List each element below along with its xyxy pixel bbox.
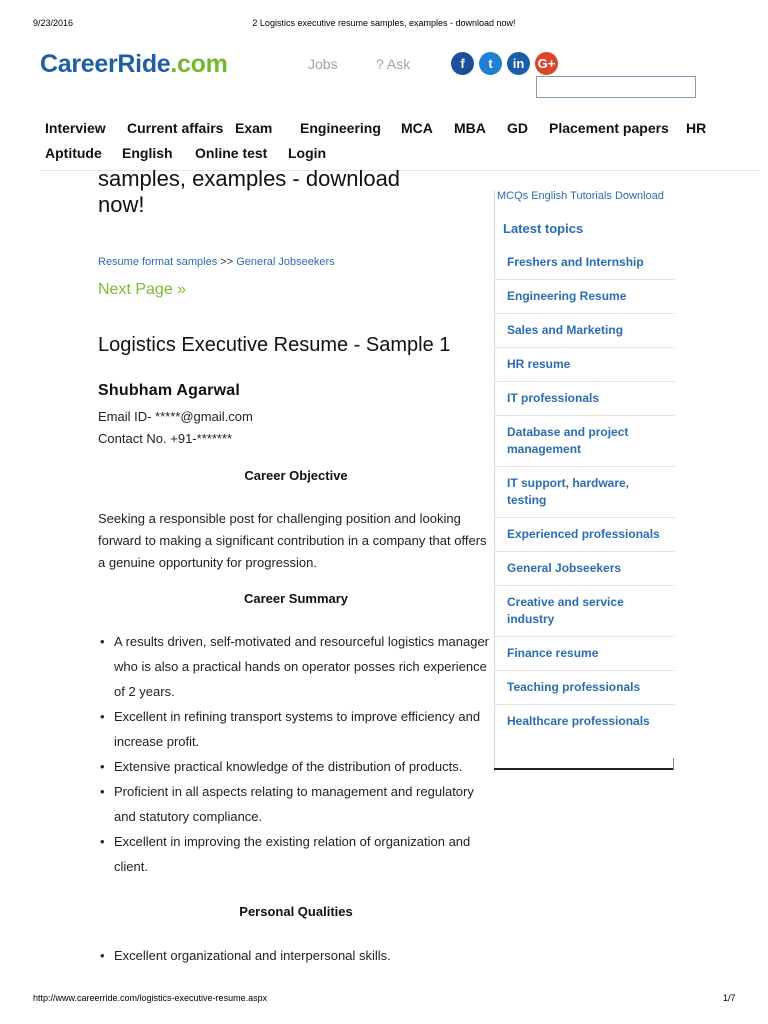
- latest-topics-list: [494, 246, 675, 738]
- candidate-email: Email ID- *****@gmail.com: [98, 409, 253, 424]
- print-date: 9/23/2016: [33, 18, 74, 28]
- linkedin-icon[interactable]: in: [507, 52, 530, 75]
- logo-text-main: CareerRide: [40, 50, 171, 78]
- personal-qualities-list: [98, 943, 490, 968]
- sidebar-item-experienced[interactable]: Experienced professionals: [494, 518, 675, 552]
- google-plus-icon[interactable]: G+: [535, 52, 558, 75]
- menu-interview[interactable]: Interview: [45, 120, 106, 136]
- sidebar-tabs[interactable]: MCQs English Tutorials Download: [497, 190, 664, 202]
- career-objective-title: Career Objective: [244, 468, 348, 483]
- sidebar-item-sales-marketing[interactable]: Sales and Marketing: [494, 314, 675, 348]
- menu-mba[interactable]: MBA: [454, 120, 486, 136]
- jobs-link[interactable]: Jobs: [308, 56, 338, 72]
- sidebar-bottom-rule: [494, 768, 674, 770]
- print-title: 2 Logistics executive resume samples, examples - download now!: [252, 18, 516, 28]
- print-page-number: 1/7: [723, 993, 736, 1003]
- list-item: • Proficient in all aspects relating to management and regulatory and statutory compliance.: [100, 784, 474, 824]
- twitter-icon[interactable]: t: [479, 52, 502, 75]
- career-objective-text: Seeking a responsible post for challenging position and looking forward to making a significant contribution in a company that offers a genuine opportunity for progression.: [98, 511, 487, 570]
- article-title: [98, 166, 400, 218]
- menu-online-test[interactable]: Online test: [195, 145, 268, 161]
- candidate-name: Shubham Agarwal: [98, 382, 240, 399]
- article-title-line1: samples, examples - download: [98, 166, 401, 191]
- article-title-line2: now!: [98, 192, 145, 217]
- menu-mca[interactable]: MCA: [401, 120, 433, 136]
- sidebar-item-hr-resume[interactable]: HR resume: [494, 348, 675, 382]
- breadcrumb-resume-format-samples[interactable]: Resume format samples: [98, 256, 218, 268]
- menu-exam[interactable]: Exam: [235, 120, 273, 136]
- facebook-icon[interactable]: f: [451, 52, 474, 75]
- list-item: • A results driven, self-motivated and resourceful logistics manager who is also a practical hands on operator posses rich experience of 2 years.: [100, 634, 490, 699]
- candidate-contact: Contact No. +91-*******: [98, 431, 233, 446]
- list-item: • Extensive practical knowledge of the distribution of products.: [100, 759, 463, 774]
- sidebar-item-general-jobseekers[interactable]: General Jobseekers: [494, 552, 675, 586]
- career-summary-title: Career Summary: [243, 591, 349, 606]
- list-item: • Excellent organizational and interpersonal skills.: [100, 948, 391, 963]
- sidebar-item-it-professionals[interactable]: IT professionals: [494, 382, 675, 416]
- breadcrumb-general-jobseekers[interactable]: General Jobseekers: [236, 256, 335, 268]
- sidebar-item-teaching[interactable]: Teaching professionals: [494, 671, 675, 705]
- site-logo[interactable]: [40, 50, 228, 79]
- search-input[interactable]: [536, 76, 696, 98]
- sidebar-right-tick: [673, 758, 674, 770]
- menu-gd[interactable]: GD: [507, 120, 528, 136]
- resume-heading: Logistics Executive Resume - Sample 1: [98, 334, 451, 356]
- menu-placement-papers[interactable]: Placement papers: [549, 120, 669, 136]
- sidebar-item-freshers[interactable]: Freshers and Internship: [494, 246, 675, 280]
- career-summary-list: [98, 629, 490, 879]
- menu-aptitude[interactable]: Aptitude: [45, 145, 102, 161]
- menu-hr[interactable]: HR: [686, 120, 707, 136]
- sidebar-item-engineering-resume[interactable]: Engineering Resume: [494, 280, 675, 314]
- print-url: http://www.careerride.com/logistics-executive-resume.aspx: [33, 993, 268, 1003]
- latest-topics-title: Latest topics: [503, 221, 584, 236]
- breadcrumb-separator: >>: [220, 256, 234, 268]
- next-page-link[interactable]: Next Page »: [98, 281, 187, 298]
- menu-current-affairs[interactable]: Current affairs: [127, 120, 224, 136]
- menu-english[interactable]: English: [122, 145, 173, 161]
- sidebar-item-creative-service[interactable]: Creative and service industry: [494, 586, 675, 637]
- sidebar-item-healthcare[interactable]: Healthcare professionals: [507, 714, 650, 728]
- logo-text-domain: .com: [170, 50, 228, 78]
- menu-login[interactable]: Login: [288, 145, 327, 161]
- list-item: • Excellent in improving the existing relation of organization and client.: [100, 834, 471, 874]
- ask-link[interactable]: ? Ask: [376, 56, 411, 72]
- personal-qualities-title: Personal Qualities: [239, 904, 353, 919]
- list-item: • Excellent in refining transport systems to improve efficiency and increase profit.: [100, 709, 481, 749]
- sidebar-item-database-project[interactable]: Database and project management: [494, 416, 675, 467]
- menu-engineering[interactable]: Engineering: [300, 120, 381, 136]
- sidebar-item-it-support[interactable]: IT support, hardware, testing: [494, 467, 675, 518]
- sidebar-item-finance[interactable]: Finance resume: [494, 637, 675, 671]
- breadcrumb: [98, 256, 335, 268]
